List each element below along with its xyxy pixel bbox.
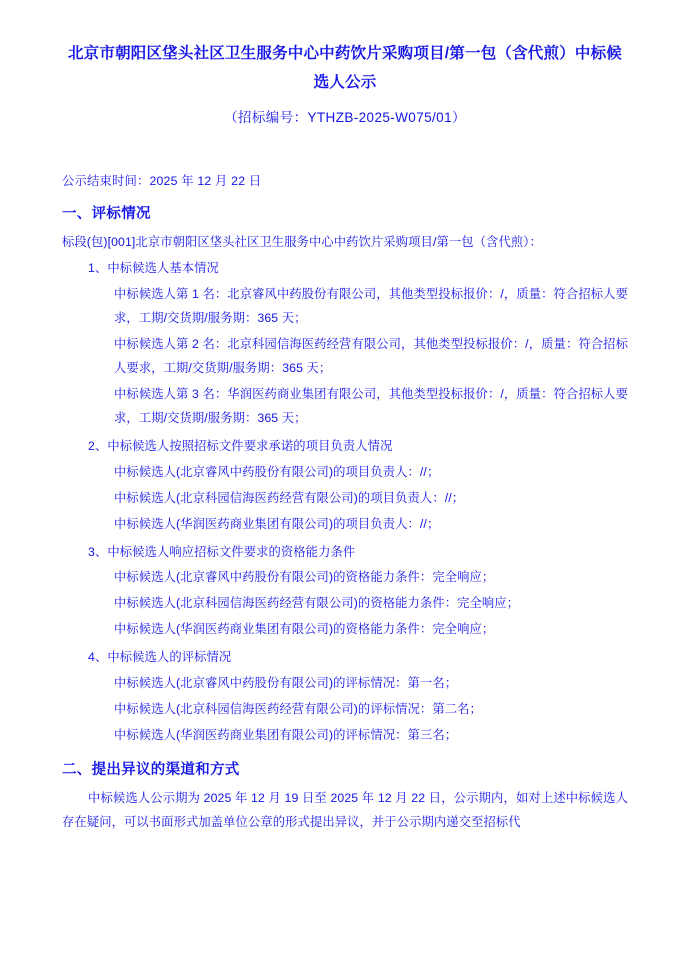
subsection-heading-project-manager: 2、中标候选人按照招标文件要求承诺的项目负责人情况 (88, 438, 393, 453)
tender-number-subtitle: （招标编号：YTHZB-2025-W075/01） (224, 110, 466, 126)
announcement-end-time: 公示结束时间：2025 年 12 月 22 日 (62, 173, 262, 188)
evaluation-item: 中标候选人(华润医药商业集团有限公司)的评标情况：第三名； (114, 728, 458, 743)
subsection-heading-qualification: 3、中标候选人响应招标文件要求的资格能力条件 (88, 544, 356, 559)
lot-description: 标段(包)[001]北京市朝阳区垡头社区卫生服务中心中药饮片采购项目/第一包（含代煎）： (62, 234, 542, 249)
qualification-item: 中标候选人(北京科园信海医药经营有限公司)的资格能力条件：完全响应； (114, 596, 520, 611)
candidate-basic-item: 中标候选人第 3 名：华润医药商业集团有限公司，其他类型投标报价：/，质量：符合招标人要求，工期/交货期/服务期：365 天； (114, 386, 628, 425)
section-heading-evaluation: 一、评标情况 (62, 205, 151, 222)
qualification-item: 中标候选人(华润医药商业集团有限公司)的资格能力条件：完全响应； (114, 622, 495, 637)
candidate-basic-item: 中标候选人第 2 名：北京科园信海医药经营有限公司，其他类型投标报价：/，质量：符合招标人要求，工期/交货期/服务期：365 天； (114, 336, 628, 375)
objection-paragraph: 中标候选人公示期为 2025 年 12 月 19 日至 2025 年 12 月 22 日，公示期内，如对上述中标候选人存在疑问，可以书面形式加盖单位公章的形式提出异议，并于公示期内递交至招标代 (62, 791, 628, 830)
title-spacer (62, 131, 628, 171)
page-title: 北京市朝阳区垡头社区卫生服务中心中药饮片采购项目/第一包（含代煎）中标候选人公示 (67, 45, 622, 91)
project-manager-item: 中标候选人(北京睿风中药股份有限公司)的项目负责人：//； (114, 464, 440, 479)
subsection-heading-evaluation-result: 4、中标候选人的评标情况 (88, 650, 232, 665)
project-manager-item: 中标候选人(华润医药商业集团有限公司)的项目负责人：//； (114, 516, 440, 531)
project-manager-item: 中标候选人(北京科园信海医药经营有限公司)的项目负责人：//； (114, 490, 465, 505)
subsection-heading-basic-info: 1、中标候选人基本情况 (88, 260, 219, 275)
evaluation-item: 中标候选人(北京科园信海医药经营有限公司)的评标情况：第二名； (114, 702, 482, 717)
candidate-basic-item: 中标候选人第 1 名：北京睿风中药股份有限公司，其他类型投标报价：/，质量：符合招标人要求，工期/交货期/服务期：365 天； (114, 286, 628, 325)
qualification-item: 中标候选人(北京睿风中药股份有限公司)的资格能力条件：完全响应； (114, 570, 495, 585)
evaluation-item: 中标候选人(北京睿风中药股份有限公司)的评标情况：第一名； (114, 676, 458, 691)
section-heading-objection: 二、提出异议的渠道和方式 (62, 762, 240, 779)
